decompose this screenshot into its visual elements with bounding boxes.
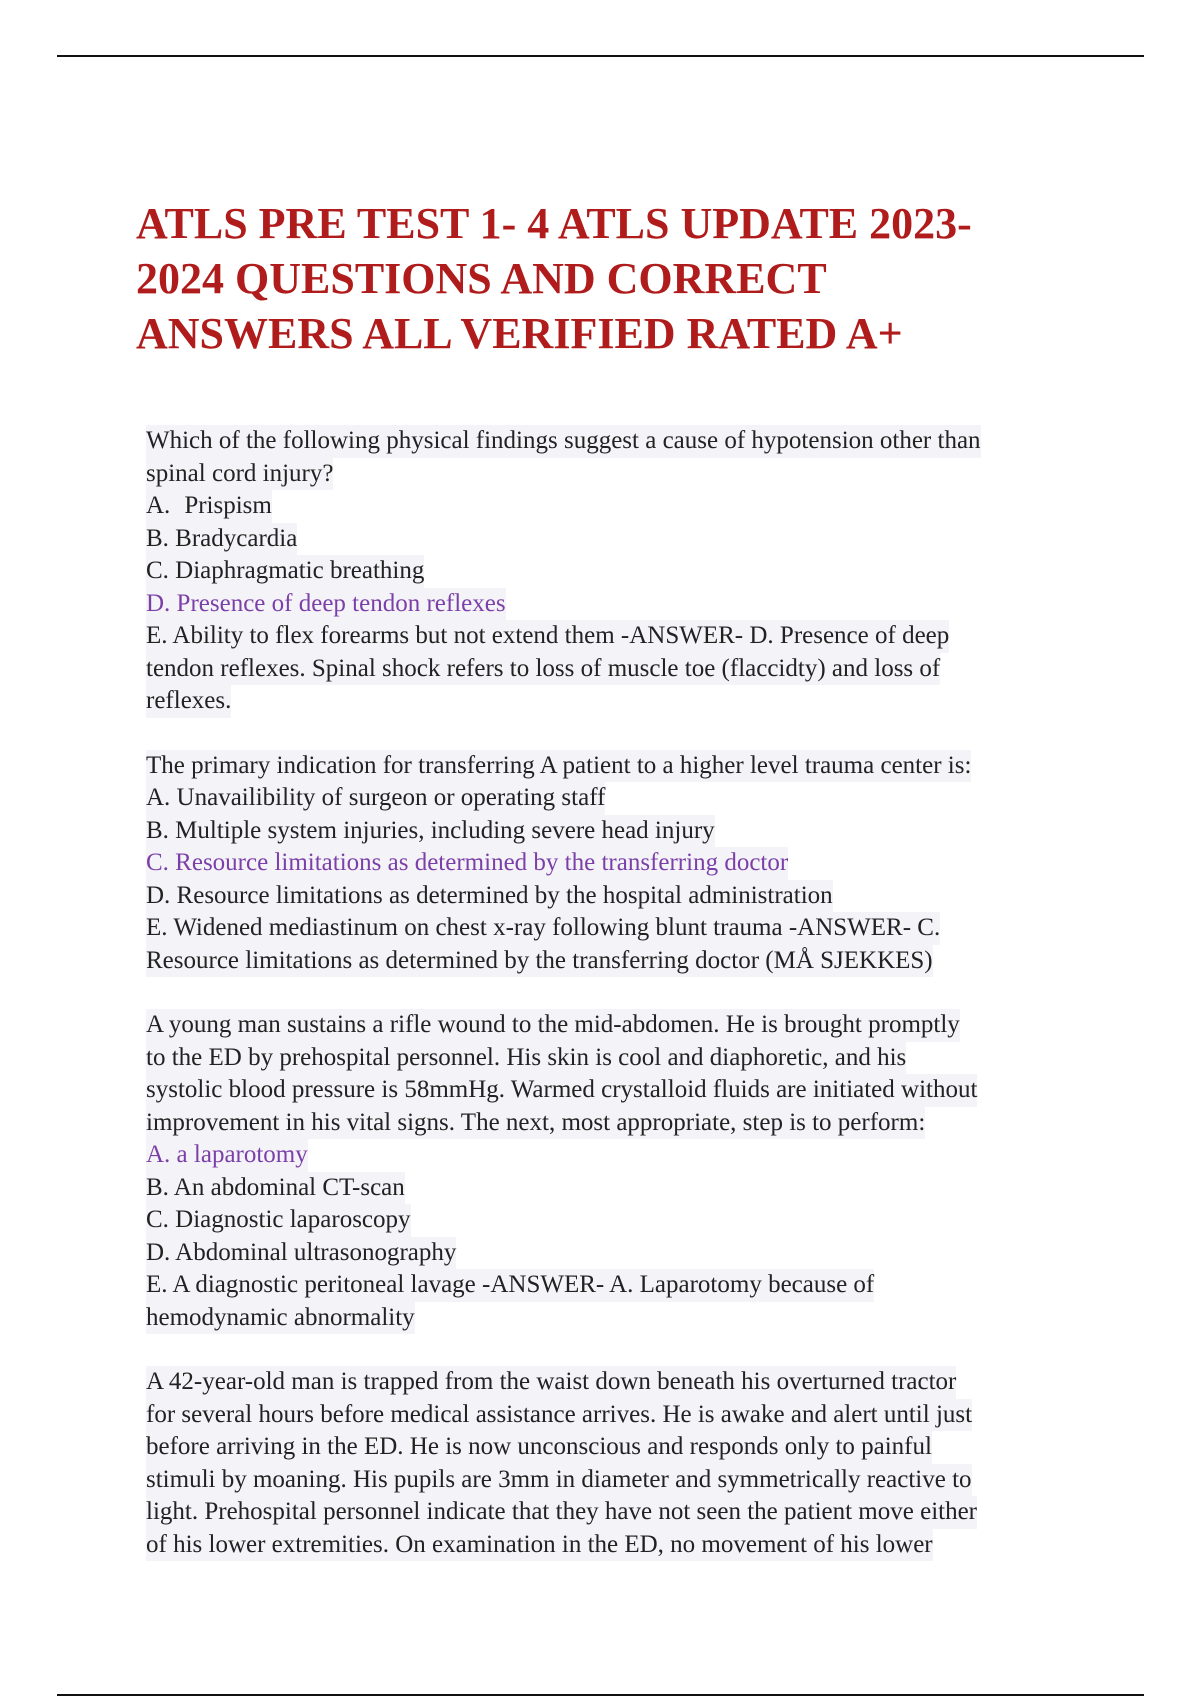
question-block: [146, 750, 1096, 978]
question-stem-line: of his lower extremities. On examination in the ED, no movement of his lower: [146, 1529, 933, 1562]
question-block: [146, 1366, 1096, 1561]
question-stem-line: A young man sustains a rifle wound to the mid-abdomen. He is brought promptly: [146, 1009, 960, 1042]
answer-explanation-line: hemodynamic abnormality: [146, 1302, 415, 1335]
answer-explanation-line: E. Ability to flex forearms but not extend them -ANSWER- D. Presence of deep: [146, 620, 949, 653]
answer-option: B. Multiple system injuries, including severe head injury: [146, 815, 715, 848]
answer-option: [146, 490, 272, 523]
question-stem-line: improvement in his vital signs. The next, most appropriate, step is to perform:: [146, 1107, 925, 1140]
answer-option: A. Unavailibility of surgeon or operating staff: [146, 782, 605, 815]
answer-option: B. Bradycardia: [146, 523, 297, 556]
answer-option: D. Abdominal ultrasonography: [146, 1237, 456, 1270]
correct-answer-option: D. Presence of deep tendon reflexes: [146, 588, 506, 621]
question-stem-line: The primary indication for transferring A patient to a higher level trauma center is:: [146, 750, 971, 783]
title-line: ATLS PRE TEST 1- 4 ATLS UPDATE 2023-: [136, 199, 972, 248]
question-stem-line: for several hours before medical assistance arrives. He is awake and alert until just: [146, 1399, 972, 1432]
answer-explanation-line: E. Widened mediastinum on chest x-ray following blunt trauma -ANSWER- C.: [146, 912, 940, 945]
correct-answer-option: C. Resource limitations as determined by the transferring doctor: [146, 847, 788, 880]
answer-explanation-line: Resource limitations as determined by the transferring doctor (MÅ SJEKKES): [146, 945, 933, 978]
question-stem-line: Which of the following physical findings suggest a cause of hypotension other than: [146, 425, 981, 458]
question-stem-line: to the ED by prehospital personnel. His skin is cool and diaphoretic, and his: [146, 1042, 906, 1075]
question-stem-line: stimuli by moaning. His pupils are 3mm in diameter and symmetrically reactive to: [146, 1464, 972, 1497]
answer-option: C. Diaphragmatic breathing: [146, 555, 424, 588]
title-line: ANSWERS ALL VERIFIED RATED A+: [136, 309, 903, 358]
question-stem-line: before arriving in the ED. He is now unconscious and responds only to painful: [146, 1431, 932, 1464]
correct-answer-option: A. a laparotomy: [146, 1139, 308, 1172]
answer-explanation-line: E. A diagnostic peritoneal lavage -ANSWER- A. Laparotomy because of: [146, 1269, 874, 1302]
answer-option: D. Resource limitations as determined by the hospital administration: [146, 880, 833, 913]
bottom-rule: [57, 1694, 1144, 1696]
answer-explanation-line: reflexes.: [146, 685, 231, 718]
question-stem-line: light. Prehospital personnel indicate that they have not seen the patient move either: [146, 1496, 977, 1529]
option-label: A.: [146, 492, 171, 519]
question-stem-line: systolic blood pressure is 58mmHg. Warmed crystalloid fluids are initiated without: [146, 1074, 977, 1107]
question-block: [146, 425, 1096, 718]
answer-explanation-line: tendon reflexes. Spinal shock refers to loss of muscle toe (flaccidty) and loss of: [146, 653, 940, 686]
question-stem-line: A 42-year-old man is trapped from the waist down beneath his overturned tractor: [146, 1366, 956, 1399]
top-rule: [57, 55, 1144, 57]
question-block: [146, 1009, 1096, 1334]
question-list: [146, 425, 1096, 1593]
answer-option: C. Diagnostic laparoscopy: [146, 1204, 411, 1237]
option-text: Prispism: [184, 492, 272, 519]
answer-option: B. An abdominal CT-scan: [146, 1172, 405, 1205]
document-title: [136, 196, 1096, 361]
title-line: 2024 QUESTIONS AND CORRECT: [136, 254, 827, 303]
question-stem-line: spinal cord injury?: [146, 458, 333, 491]
